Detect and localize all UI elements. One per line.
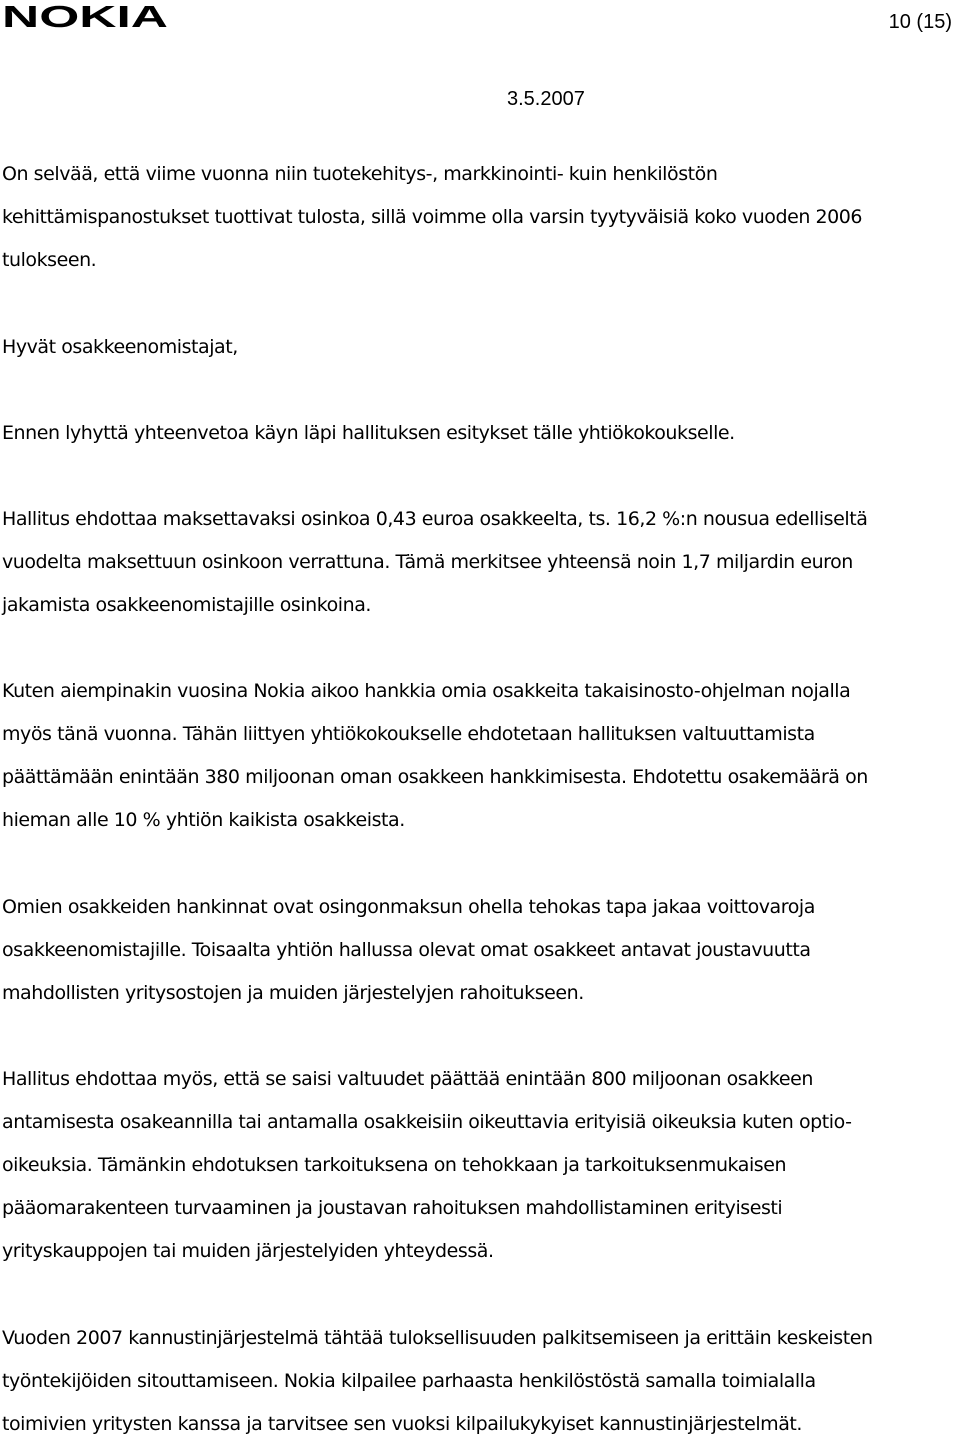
text-line: myös tänä vuonna. Tähän liittyen yhtiökokoukselle ehdotetaan hallituksen valtuuttamista [2, 723, 815, 745]
text-line: kehittämispanostukset tuottivat tulosta, sillä voimme olla varsin tyytyväisiä koko vuoden 2006 [2, 206, 863, 228]
text-line: jakamista osakkeenomistajille osinkoina. [2, 594, 372, 616]
text-line: Vuoden 2007 kannustinjärjestelmä tähtää tuloksellisuuden palkitsemiseen ja erittäin keskeisten [2, 1327, 873, 1349]
text-line: vuodelta maksettuun osinkoon verrattuna. Tämä merkitsee yhteensä noin 1,7 miljardin euron [2, 551, 853, 573]
text-line: Hallitus ehdottaa maksettavaksi osinkoa 0,43 euroa osakkeelta, ts. 16,2 %:n nousua edelliseltä [2, 508, 868, 530]
paragraph-share-issuance [2, 1058, 852, 1273]
page-number: 10 (15) [888, 11, 952, 33]
paragraph-dividend [2, 498, 867, 627]
paragraph-share-buyback [2, 670, 868, 842]
text-line: Kuten aiempinakin vuosina Nokia aikoo hankkia omia osakkeita takaisinosto-ohjelman nojalla [2, 680, 851, 702]
text-line: Hyvät osakkeenomistajat, [2, 336, 238, 358]
text-line: yrityskauppojen tai muiden järjestelyiden yhteydessä. [2, 1240, 494, 1262]
text-line: päättämään enintään 380 miljoonan oman osakkeen hankkimisesta. Ehdotettu osakemäärä on [2, 766, 868, 788]
text-line: Omien osakkeiden hankinnat ovat osingonmaksun ohella tehokas tapa jakaa voittovaroja [2, 896, 815, 918]
text-line: hieman alle 10 % yhtiön kaikista osakkeista. [2, 809, 405, 831]
text-line: antamisesta osakeannilla tai antamalla osakkeisiin oikeuttavia erityisiä oikeuksia kuten optio- [2, 1111, 852, 1133]
paragraph-own-shares [2, 886, 815, 1015]
document-date: 3.5.2007 [507, 88, 585, 110]
text-line: Ennen lyhyttä yhteenvetoa käyn läpi hallituksen esitykset tälle yhtiökokoukselle. [2, 422, 735, 444]
nokia-logo [2, 4, 168, 28]
text-line: mahdollisten yritysostojen ja muiden järjestelyjen rahoitukseen. [2, 982, 584, 1004]
paragraph-salutation [2, 326, 238, 369]
svg-text:NOKIA: NOKIA [2, 4, 168, 28]
paragraph-overview [2, 412, 735, 455]
paragraph-incentive-plan [2, 1317, 873, 1446]
text-line: työntekijöiden sitouttamiseen. Nokia kilpailee parhaasta henkilöstöstä samalla toimialalla [2, 1370, 816, 1392]
text-line: On selvää, että viime vuonna niin tuotekehitys-, markkinointi- kuin henkilöstön [2, 163, 718, 185]
text-line: Hallitus ehdottaa myös, että se saisi valtuudet päättää enintään 800 miljoonan osakkeen [2, 1068, 813, 1090]
text-line: tulokseen. [2, 249, 97, 271]
text-line: pääomarakenteen turvaaminen ja joustavan rahoituksen mahdollistaminen erityisesti [2, 1197, 783, 1219]
text-line: toimivien yritysten kanssa ja tarvitsee sen vuoksi kilpailukykyiset kannustinjärjestelmät. [2, 1413, 802, 1435]
paragraph-intro [2, 153, 862, 282]
text-line: oikeuksia. Tämänkin ehdotuksen tarkoituksena on tehokkaan ja tarkoituksenmukaisen [2, 1154, 787, 1176]
text-line: osakkeenomistajille. Toisaalta yhtiön hallussa olevat omat osakkeet antavat joustavuutta [2, 939, 811, 961]
